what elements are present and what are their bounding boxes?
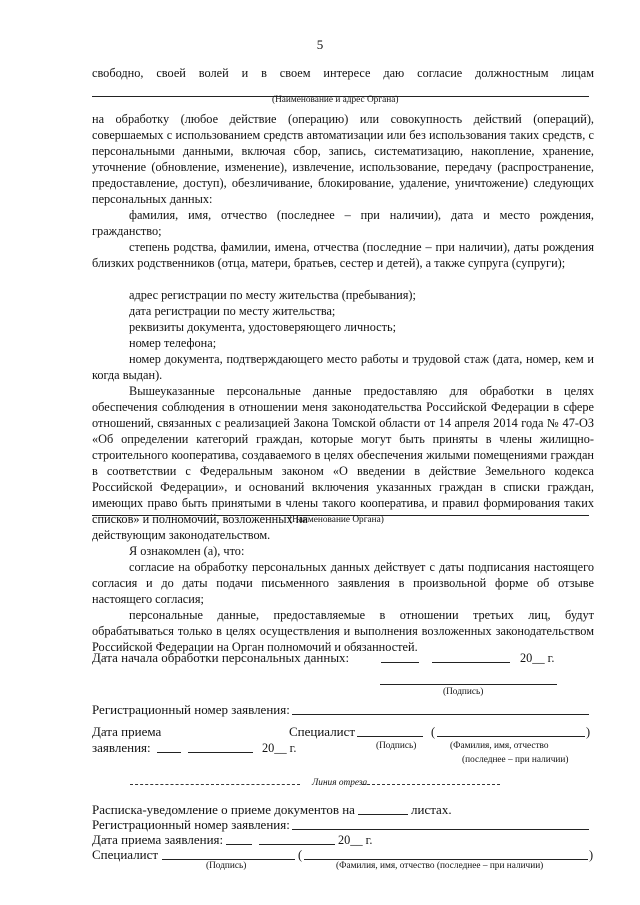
- receipt-date-month-field[interactable]: [259, 844, 335, 845]
- receipt-sheets-field[interactable]: [358, 814, 408, 815]
- registration-label: Регистрационный номер заявления:: [92, 702, 290, 717]
- data-item-3: адрес регистрации по месту жительства (пребывания);: [129, 288, 416, 302]
- start-date-label: Дата начала обработки персональных данных:: [92, 650, 350, 665]
- consent-opening: свободно, своей волей и в своем интересе даю согласие должностным лицам: [92, 66, 594, 80]
- cut-line: [130, 778, 500, 792]
- receipt-date-year: 20__ г.: [262, 741, 297, 755]
- data-item-2: степень родства, фамилии, имена, отчества (последние – при наличии), даты рождения близких родственников (отца, матери, братьев, сестер и детей), а также супруга (супруги);: [92, 240, 594, 270]
- by-law-text: действующим законодательством.: [92, 528, 271, 542]
- receipt-date-year: 20__ г.: [338, 833, 373, 847]
- specialist-signature-caption: (Подпись): [376, 741, 417, 751]
- receipt-fio-caption: (Фамилия, имя, отчество (последнее – при наличии): [336, 861, 544, 871]
- data-item-4: дата регистрации по месту жительства;: [129, 304, 336, 318]
- receipt-registration-field[interactable]: [292, 829, 589, 830]
- specialist-name-field[interactable]: [437, 736, 585, 737]
- consent-signature-field[interactable]: [380, 684, 557, 685]
- start-date-day-field[interactable]: [381, 662, 419, 663]
- data-item-5: реквизиты документа, удостоверяющего личность;: [129, 320, 397, 334]
- receipt-registration-label: Регистрационный номер заявления:: [92, 817, 290, 832]
- receipt-month-field[interactable]: [188, 752, 253, 753]
- receipt-specialist-label: Специалист: [92, 847, 159, 862]
- ack-point-1: согласие на обработку персональных данных действует с даты подписания настоящего согласия и до даты подачи письменного заявления в произвольной форме об отзыве настоящего согласия;: [92, 560, 594, 606]
- receipt-title: Расписка-уведомление о приеме документов на: [92, 802, 355, 817]
- processing-paragraph: на обработку (любое действие (операцию) или совокупность действий (операций), совершаемых с использованием средств автоматизации или без использования таких средств, с персональными данными, включая сбор, запись, систематизацию, накопление, хранение, уточнение (обновление, изменение), извлечение, использование, передачу (распространение, предоставление, доступ), обезличивание, блокирование, удаление, уничтожение) следующих персональных данных:: [92, 112, 594, 206]
- page-number: 5: [316, 37, 324, 52]
- organ-address-caption: (Наименование и адрес Органа): [272, 95, 399, 105]
- specialist-label: Специалист: [289, 724, 356, 739]
- receipt-date-label-2: заявления:: [92, 740, 151, 755]
- acknowledged-text: Я ознакомлен (а), что:: [129, 544, 245, 558]
- receipt-signature-caption: (Подпись): [206, 861, 247, 871]
- document-page: 5 свободно, своей волей и в своем интересе даю согласие должностным лицам (Наименование и адрес Органа) на обработку (любое действие (операцию) или совокупность действий (операций), совершаемых с использованием средств автоматизации или без использования таких средств, с персональными данными, включая сбор, запись, систематизацию, накопление, хранение, уточнение (обновление, изменение), извлечение, использование, передачу (распространение, предоставление, доступ), обезличивание, блокирование, удаление, уничтожение) следующих персональных данных: фамилия, имя, отчество (последнее – при наличии), дата и место рождения, гражданство; степень родства, фамилии, имена, отчества (последние – при наличии), даты рождения близких родственников (отца, матери, братьев, сестер и детей), а также супруга (супруги); адрес регистрации по месту жительства (пребывания); дата регистрации по месту жительства; реквизиты документа, удостоверяющего личность; номер телефона; номер документа, подтверждающего место работы и трудовой стаж (дата, номер, кем и когда выдан). Вышеуказанные персональные данные предоставляю для обработки в целях обеспечения соблюдения в отношении меня законодательства Российской Федерации в сфере отношений, связанных с реализацией Закона Томской области от 14 апреля 2014 года № 47-ОЗ «Об определении категорий граждан, которые могут быть приняты в члены жилищно-строительного кооператива, создаваемого в целях обеспечения жилыми помещениями граждан в соответствии с Федеральным законом «О введении в действие Земельного кодекса Российской Федерации», и оснований включения указанных граждан в списки граждан, имеющих право быть принятыми в члены такого кооператива, и правил формирования таких списков» и полномочий, возложенных на (Наименование Органа) действующим законодательством. Я ознакомлен (а), что: согласие на обработку персональных данных действует с даты подписания настоящего согласия и до даты подачи письменного заявления в произвольной форме об отзыве настоящего согласия; персональные данные, предоставляемые в отношении третьих лиц, будут обрабатываться только в целях осуществления и выполнения возложенных законодательством Российской Федерации на Орган полномочий и обязанностей. Дата начала обработки персональных данных: 20__ г. (Подпись) Регистрационный номер заявления: Дата приема заявления: 20__ г. Специалист ( ) (Подпись) (Фамилия, имя, отчество (последнее – при наличии) Линия отреза Расписка-уведомление о приеме документов на листах. Регистрационный номер заявления: Дата приема заявления: 20__ г. Специалист ( ) (Подпись) (Фамилия, имя, отчество (последнее – при наличии): [0, 0, 640, 905]
- specialist-signature-field[interactable]: [357, 736, 423, 737]
- organ-name-caption: (Наименование Органа): [289, 515, 384, 525]
- ack-point-2: персональные данные, предоставляемые в отношении третьих лиц, будут обрабатываться только в целях осуществления и выполнения возложенных законодательством Российской Федерации на Орган полномочий и обязанностей.: [92, 608, 594, 654]
- purpose-paragraph: Вышеуказанные персональные данные предоставляю для обработки в целях обеспечения соблюдения в отношении меня законодательства Российской Федерации в сфере отношений, связанных с реализацией Закона Томской области от 14 апреля 2014 года № 47-ОЗ «Об определении категорий граждан, которые могут быть приняты в члены жилищно-строительного кооператива, создаваемого в целях обеспечения жилыми помещениями граждан в соответствии с Федеральным законом «О введении в действие Земельного кодекса Российской Федерации», и оснований включения указанных граждан в списки граждан, имеющих право быть принятыми в члены такого кооператива, и правил формирования таких списков» и полномочий, возложенных на: [92, 384, 594, 526]
- start-date-year: 20__ г.: [520, 651, 555, 665]
- receipt-date-label: Дата приема заявления:: [92, 832, 224, 847]
- receipt-specialist-name-field[interactable]: [304, 859, 588, 860]
- specialist-fio-caption-2: (последнее – при наличии): [462, 755, 569, 765]
- registration-number-field[interactable]: [292, 714, 589, 715]
- receipt-date-label-1: Дата приема: [92, 724, 162, 739]
- consent-signature-caption: (Подпись): [443, 687, 484, 697]
- data-item-1: фамилия, имя, отчество (последнее – при наличии), дата и место рождения, гражданство;: [92, 208, 594, 238]
- receipt-day-field[interactable]: [157, 752, 181, 753]
- data-item-6: номер телефона;: [129, 336, 217, 350]
- start-date-month-field[interactable]: [432, 662, 510, 663]
- cut-line-label: Линия отреза: [312, 778, 368, 788]
- data-item-7: номер документа, подтверждающего место работы и трудовой стаж (дата, номер, кем и когда выдан).: [92, 352, 594, 382]
- receipt-title-suffix: листах.: [411, 802, 452, 817]
- specialist-fio-caption-1: (Фамилия, имя, отчество: [450, 741, 549, 751]
- receipt-specialist-signature-field[interactable]: [162, 859, 295, 860]
- receipt-date-day-field[interactable]: [226, 844, 252, 845]
